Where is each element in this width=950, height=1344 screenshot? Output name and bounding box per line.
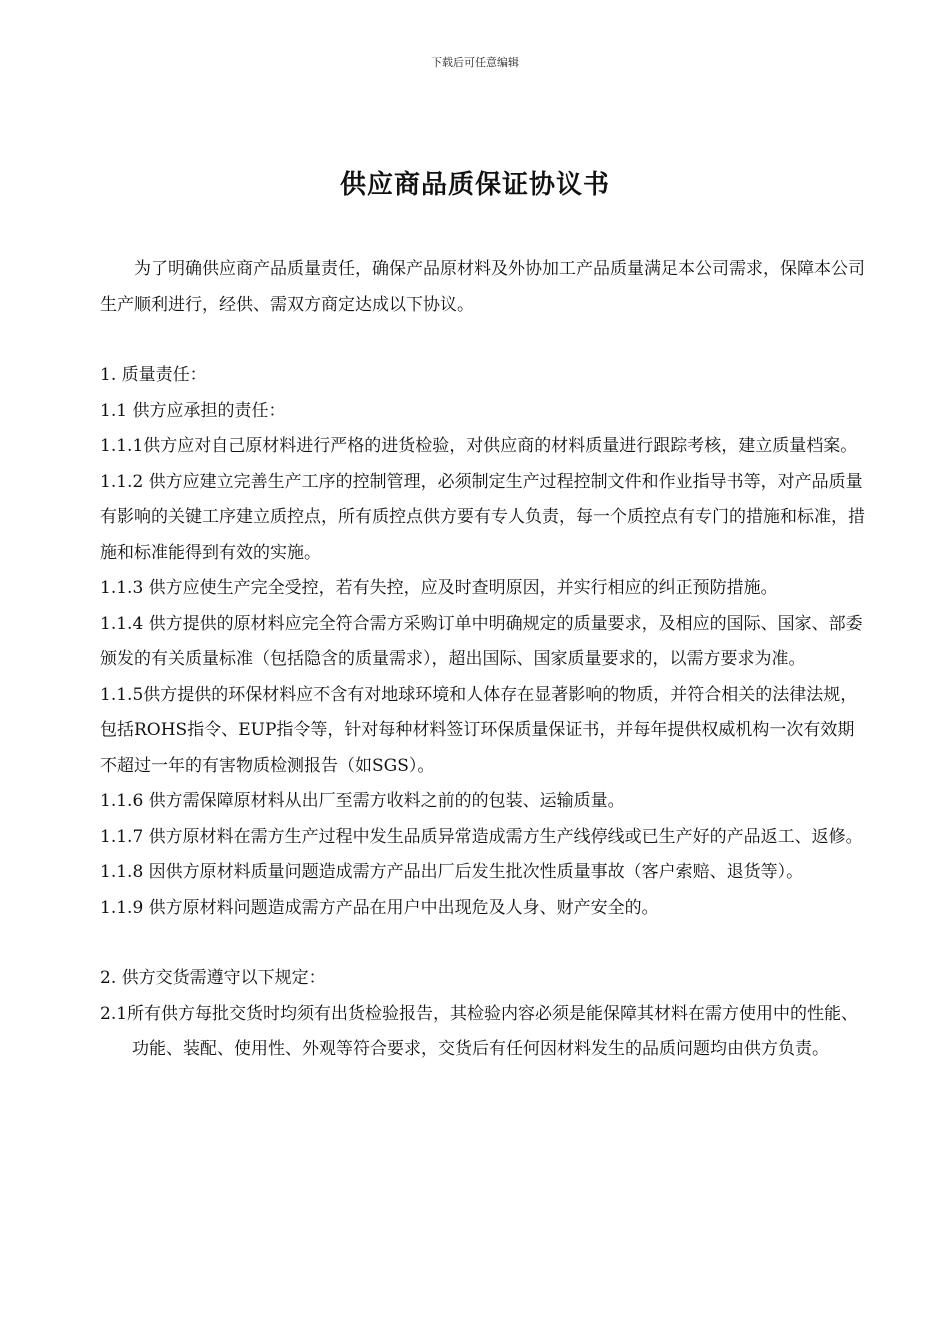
spacer xyxy=(100,323,870,358)
intro-paragraph: 为了明确供应商产品质量责任，确保产品原材料及外协加工产品质量满足本公司需求，保障本公司生产顺利进行，经供、需双方商定达成以下协议。 xyxy=(100,259,865,315)
clause-1-1-7: 1.1.7 供方原材料在需方生产过程中发生品质异常造成需方生产线停线或已生产好的产品返工、返修。 xyxy=(100,826,863,847)
document-body xyxy=(100,252,870,1068)
clause-1-1-3: 1.1.3 供方应使生产完全受控，若有失控，应及时查明原因，并实行相应的纠正预防措施。 xyxy=(100,578,778,598)
clause-1-1-8: 1.1.8 因供方原材料质量问题造成需方产品出厂后发生批次性质量事故（客户索赔、退货等）。 xyxy=(100,862,804,882)
document-title: 供应商品质保证协议书 xyxy=(339,170,610,200)
section-2-heading: 2. 供方交货需遵守以下规定： xyxy=(100,968,326,988)
clause-1-1-6: 1.1.6 供方需保障原材料从出厂至需方收料之前的的包装、运输质量。 xyxy=(100,791,625,811)
clause-1-1-2: 1.1.2 供方应建立完善生产工序的控制管理，必须制定生产过程控制文件和作业指导书等，对产品质量有影响的关键工序建立质控点，所有质控点供方要有专人负责，每一个质控点有专门的措施和标准，措施和标准能得到有效的实施。 xyxy=(100,471,865,563)
clause-1-1-5: 1.1.5供方提供的环保材料应不含有对地球环境和人体存在显著影响的物质，并符合相关的法律法规，包括ROHS指令、EUP指令等，针对每种材料签订环保质量保证书，并每年提供权威机构一次有效期不超过一年的有害物质检测报告（如SGS）。 xyxy=(100,684,858,776)
clause-2-1: 2.1所有供方每批交货时均须有出货检验报告，其检验内容必须是能保障其材料在需方使用中的性能、功能、装配、使用性、外观等符合要求，交货后有任何因材料发生的品质问题均由供方负责。 xyxy=(100,1003,859,1059)
section-1-heading: 1. 质量责任： xyxy=(100,365,207,385)
clause-1-1-9: 1.1.9 供方原材料问题造成需方产品在用户中出现危及人身、财产安全的。 xyxy=(100,897,659,918)
spacer xyxy=(100,926,870,961)
section-1-1-heading: 1.1 供方应承担的责任： xyxy=(100,400,286,421)
page-header: 下载后可任意编辑 xyxy=(431,56,519,69)
clause-1-1-1: 1.1.1供方应对自己原材料进行严格的进货检验，对供应商的材料质量进行跟踪考核，建立质量档案。 xyxy=(100,436,858,456)
clause-1-1-4: 1.1.4 供方提供的原材料应完全符合需方采购订单中明确规定的质量要求，及相应的国际、国家、部委颁发的有关质量标准（包括隐含的质量需求），超出国际、国家质量要求的，以需方要求为准。 xyxy=(100,613,863,669)
